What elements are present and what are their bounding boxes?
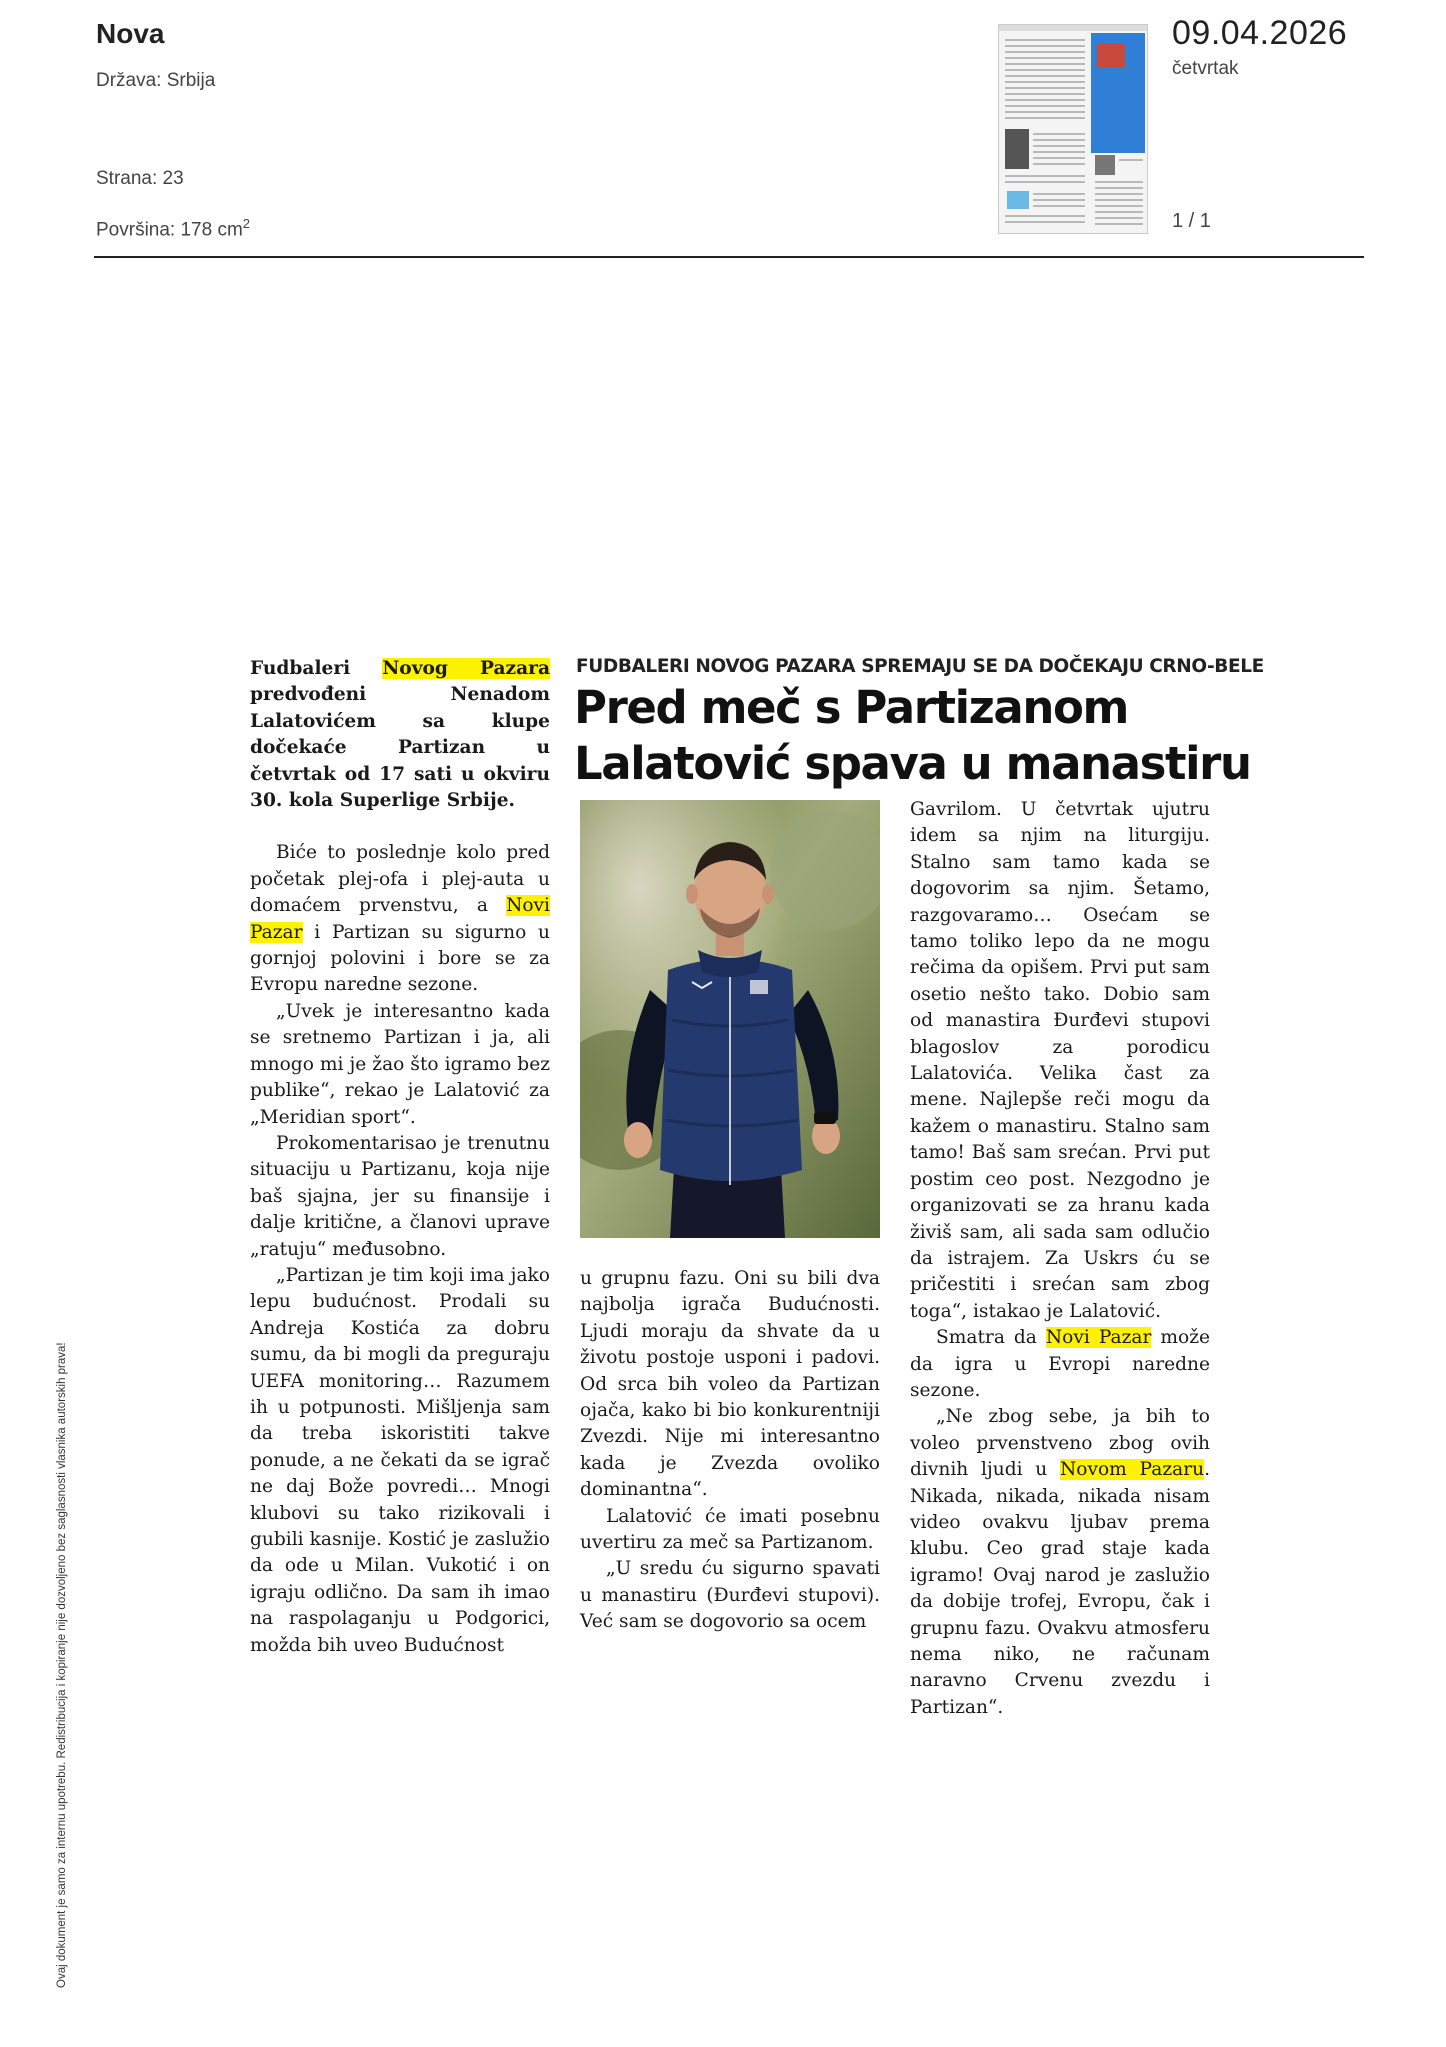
area-text: Površina: 178 cm bbox=[96, 219, 243, 241]
country-label: Država: Srbija bbox=[96, 70, 216, 91]
area-label bbox=[96, 216, 250, 241]
highlighted-term: Novog Pazara bbox=[382, 658, 551, 679]
issue-date: 09.04.2026 bbox=[1172, 14, 1348, 52]
article-column-3 bbox=[910, 797, 1210, 1721]
paragraph-text: Smatra da bbox=[936, 1327, 1046, 1349]
article-lead bbox=[250, 656, 550, 814]
lead-text-start: Fudbaleri bbox=[250, 658, 383, 679]
area-superscript: 2 bbox=[242, 216, 251, 231]
paragraph-text: može da igra u Evropi naredne sezone. bbox=[910, 1327, 1210, 1401]
paragraph bbox=[250, 840, 550, 998]
article-photo bbox=[580, 800, 880, 1238]
coach-photo-illustration bbox=[580, 800, 880, 1238]
paragraph: „Uvek je interesantno kada se sretnemo Partizan i ja, ali mnogo mi je žao što igramo bez publike“, rekao je Lalatović za „Meridian sport“. bbox=[250, 1000, 550, 1128]
highlighted-term: Novi Pazar bbox=[250, 895, 550, 943]
lead-text-end: predvođeni Nenadom Lalatovićem sa klupe dočekaće Partizan u četvrtak od 17 sati u okviru 30. kola Superlige Srbije. bbox=[250, 684, 550, 812]
highlighted-term: Novom Pazaru bbox=[1060, 1459, 1205, 1481]
article-headline bbox=[574, 680, 1254, 792]
copyright-notice: Ovaj dokument je samo za internu upotrebu. Redistribucija i kopiranje nije dozvoljeno bez saglasnosti vlasnika autorskih prava! bbox=[56, 1342, 68, 1988]
paragraph: u grupnu fazu. Oni su bili dva najbolja igrača Budućnosti. Ljudi moraju da shvate da u životu postoje usponi i padovi. Od srca bih voleo da Partizan ojača, kako bi bio konkurentniji Zvezdi. Nije mi interesantno kada je Zvezda ovoliko dominantna“. bbox=[580, 1268, 880, 1501]
paragraph-text: i Partizan su sigurno u gornjoj polovini i bore se za Evropu naredne sezone. bbox=[250, 921, 550, 996]
paragraph-text: . Nikada, nikada, nikada nisam video ovakvu ljubav prema klubu. Ceo grad staje kada igramo! Ovaj narod je zaslužio da dobije trofej, Evropu, čak i grupnu fazu. Ovakvu atmosferu nema niko, ne računam naravno Crvenu zvezdu i Partizan“. bbox=[910, 1459, 1210, 1718]
headline-line-1: Pred meč s Partizanom bbox=[574, 681, 1129, 734]
headline-line-2: Lalatović spava u manastiru bbox=[574, 737, 1251, 790]
page-thumbnail[interactable] bbox=[998, 24, 1148, 234]
issue-weekday: četvrtak bbox=[1172, 58, 1239, 79]
paragraph bbox=[910, 1325, 1210, 1404]
paragraph-text: Biće to poslednje kolo pred početak plej-ofa i plej-auta u domaćem prvenstvu, a bbox=[250, 842, 550, 917]
publication-name: Nova bbox=[96, 18, 165, 49]
paragraph: „U sredu ću sigurno spavati u manastiru (Đurđevi stupovi). Već sam se dogovorio sa ocem bbox=[580, 1558, 880, 1633]
paragraph bbox=[910, 1404, 1210, 1721]
paragraph: Gavrilom. U četvrtak ujutru idem sa njim na liturgiju. Stalno sam tamo kada se dogovorim sa njim. Šetamo, razgovaramo… Osećam se tamo toliko lepo da ne mogu rečima da opišem. Prvi put sam osetio nešto tako. Dobio sam od manastira Đurđevi stupovi blagoslov za porodicu Lalatovića. Velika čast za mene. Najlepše reči mogu da kažem o manastiru. Stalno sam tamo! Baš sam srećan. Prvi put postim ceo post. Nezgodno je organizovati se za hranu kada živiš sam, ali sada sam odlučio da istrajem. Za Uskrs ću se pričestiti i srećan sam zbog toga“, istakao je Lalatović. bbox=[910, 799, 1210, 1322]
paragraph: Lalatović će imati posebnu uvertiru za meč sa Partizanom. bbox=[580, 1505, 880, 1554]
paragraph: Prokomentarisao je trenutnu situaciju u Partizanu, koja nije baš sjajna, jer su finansije i dalje kritične, a članovi uprave „ratuju“ međusobno. bbox=[250, 1132, 550, 1260]
article-column-1 bbox=[250, 656, 550, 1659]
page-count: 1 / 1 bbox=[1172, 210, 1211, 232]
page-number-label: Strana: 23 bbox=[96, 168, 184, 189]
article-kicker: FUDBALERI NOVOG PAZARA SPREMAJU SE DA DOČEKAJU CRNO-BELE bbox=[576, 656, 1264, 677]
header-divider bbox=[94, 256, 1364, 258]
highlighted-term: Novi Pazar bbox=[1045, 1327, 1152, 1349]
paragraph-text: „Ne zbog sebe, ja bih to voleo prvenstveno zbog ovih divnih ljudi u bbox=[910, 1406, 1210, 1481]
paragraph: „Partizan je tim koji ima jako lepu budućnost. Prodali su Andreja Kostića za dobru sumu, da bi mogli da preguraju UEFA monitoring… Razumem ih u potpunosti. Mišljenja sam da treba iskoristiti takve ponude, a ne čekati da se igrač ne daj Bože povredi… Mnogi klubovi su tako rizikovali i gubili kasnije. Kostić je zaslužio da ode u Milan. Vukotić i on igraju odlično. Da sam ih imao na raspolaganju u Podgorici, možda bih uveo Budućnost bbox=[250, 1264, 550, 1656]
article-column-2 bbox=[580, 1266, 880, 1636]
